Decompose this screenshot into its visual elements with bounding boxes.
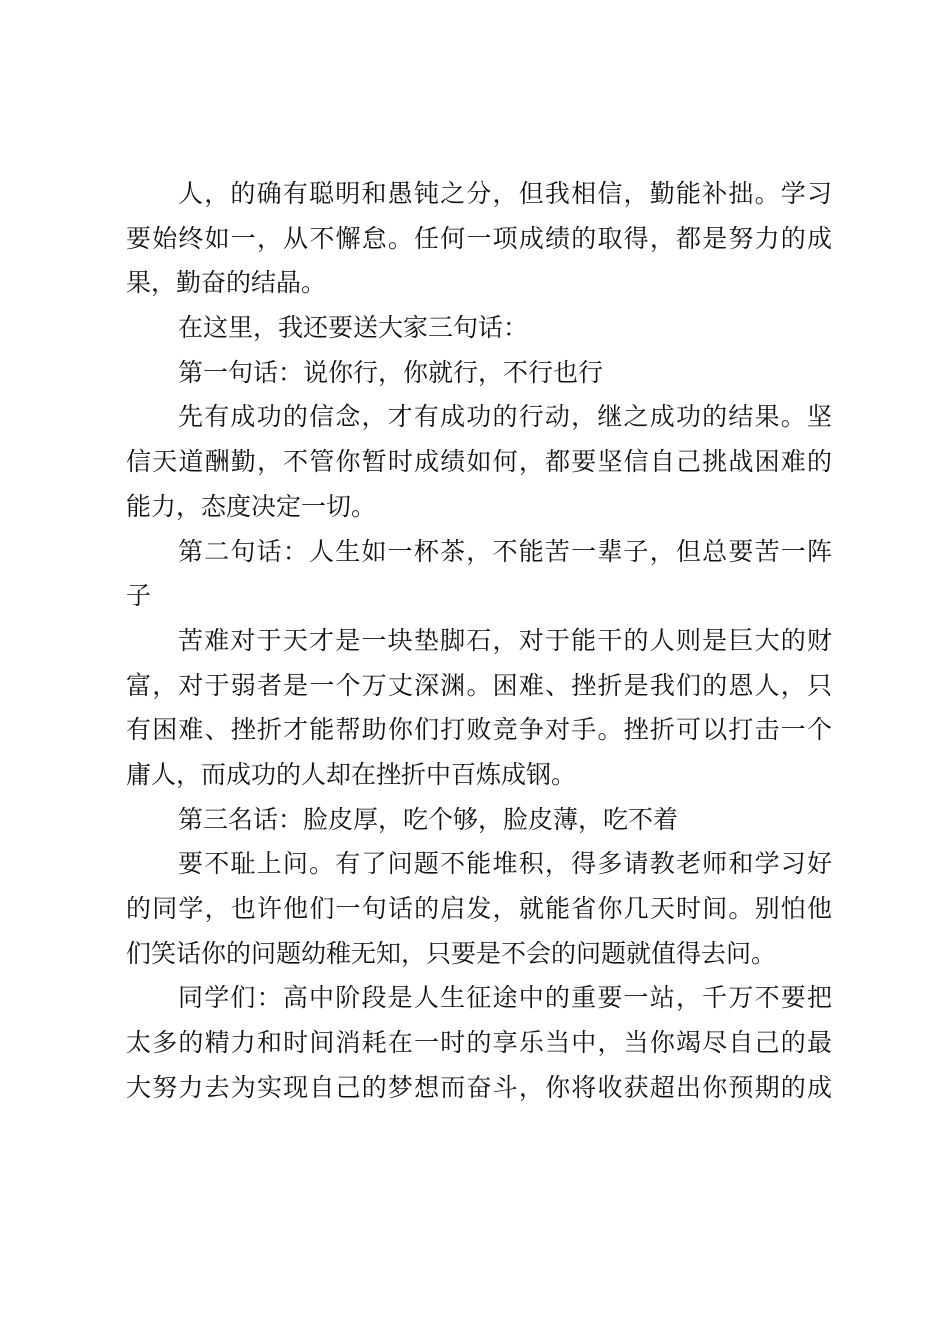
text-line: 能力，态度决定一切。 — [126, 491, 377, 521]
text-line: 果，勤奋的结晶。 — [126, 268, 327, 298]
text-line: 人，的确有聪明和愚钝之分，但我相信，勤能补拙。学习 — [178, 179, 832, 208]
text-line: 庸人，而成功的人却在挫折中百炼成钢。 — [126, 759, 577, 789]
text-line: 大努力去为实现自己的梦想而奋斗，你将收获超出你预期的成 — [126, 1072, 832, 1102]
text-line: 同学们：高中阶段是人生征途中的重要一站，千万不要把 — [178, 983, 832, 1013]
text-line: 苦难对于天才是一块垫脚石，对于能干的人则是巨大的财 — [178, 625, 832, 655]
text-line: 在这里，我还要送大家三句话： — [178, 313, 529, 343]
section-heading: 第一句话：说你行，你就行，不行也行 — [178, 357, 604, 387]
text-line: 先有成功的信念，才有成功的行动，继之成功的结果。坚 — [178, 402, 832, 432]
text-line: 要始终如一，从不懈怠。任何一项成绩的取得，都是努力的成 — [126, 223, 832, 253]
section-heading: 子 — [126, 581, 152, 611]
section-heading: 第二句话：人生如一杯茶，不能苦一辈子，但总要苦一阵 — [178, 536, 832, 566]
text-line: 要不耻上问。有了问题不能堆积，得多请教老师和学习好 — [178, 849, 832, 879]
text-line: 们笑话你的问题幼稚无知，只要是不会的问题就值得去问。 — [126, 938, 777, 968]
text-line: 的同学，也许他们一句话的启发，就能省你几天时间。别怕他 — [126, 894, 832, 923]
text-line: 信天道酬勤，不管你暂时成绩如何，都要坚信自己挑战困难的 — [126, 447, 832, 477]
text-line: 富，对于弱者是一个万丈深渊。困难、挫折是我们的恩人，只 — [126, 670, 832, 700]
text-line: 太多的精力和时间消耗在一时的享乐当中，当你竭尽自己的最 — [126, 1028, 832, 1058]
body-text — [126, 172, 832, 1110]
text-line: 有困难、挫折才能帮助你们打败竞争对手。挫折可以打击一个 — [126, 715, 832, 745]
section-heading: 第三名话：脸皮厚，吃个够，脸皮薄，吃不着 — [178, 804, 679, 834]
